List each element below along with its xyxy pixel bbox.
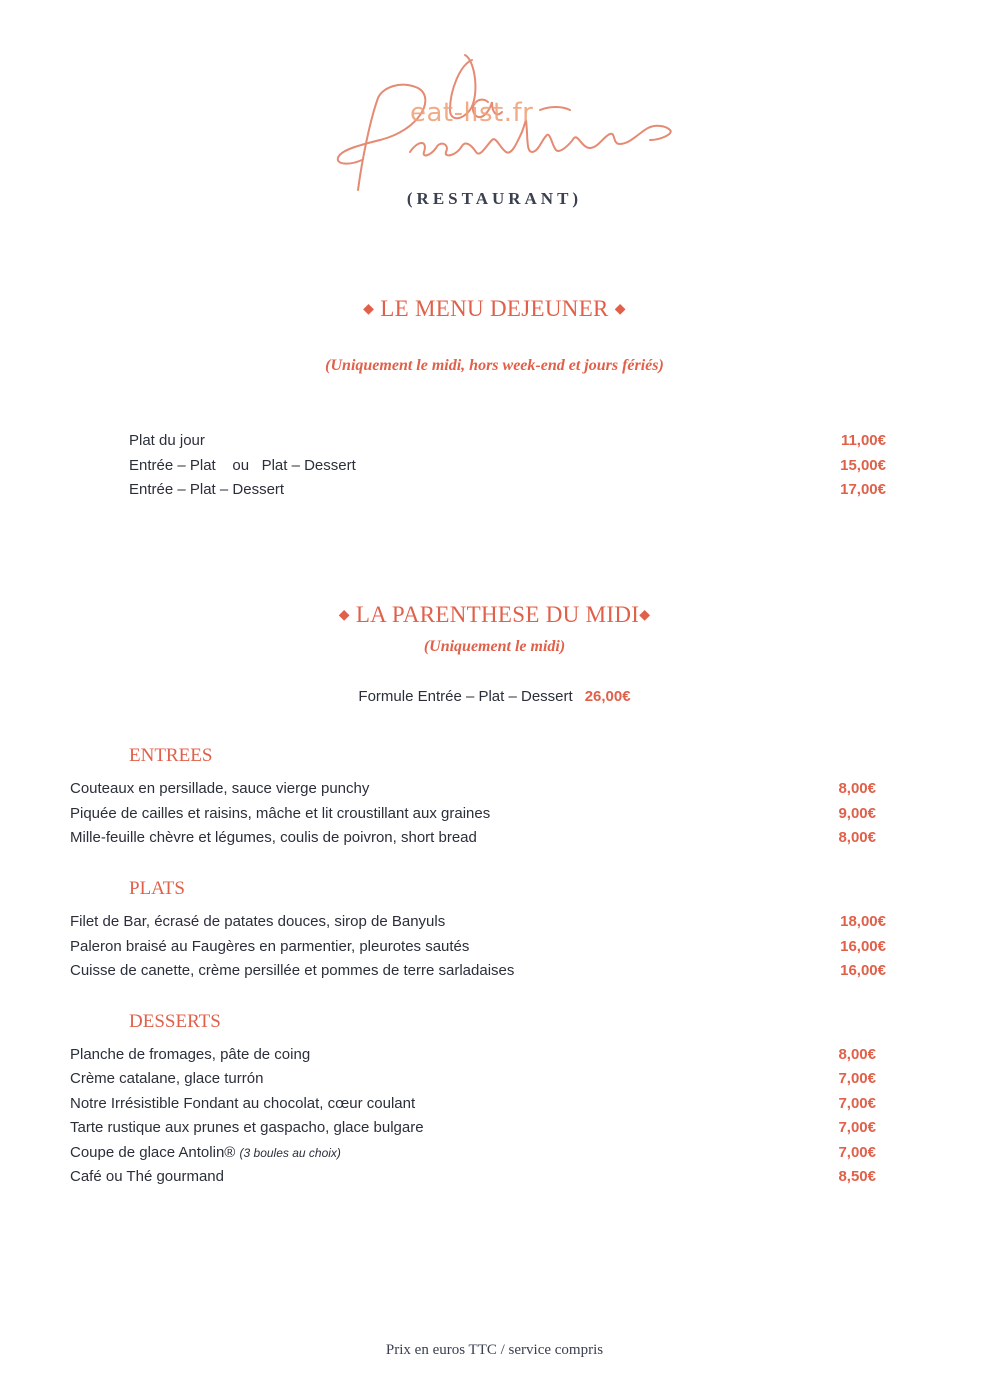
dish-label: Notre Irrésistible Fondant au chocolat, cœur coulant xyxy=(70,1095,416,1112)
dish-price: 7,00€ xyxy=(838,1095,876,1112)
dish-label: Crème catalane, glace turrón xyxy=(70,1070,264,1087)
section-note: (Uniquement le midi, hors week-end et jours fériés) xyxy=(325,357,664,374)
dish-price: 7,00€ xyxy=(838,1144,876,1161)
dish-label: Paleron braisé au Faugères en parmentier, pleurotes sautés xyxy=(70,938,470,955)
footer-note: Prix en euros TTC / service compris xyxy=(385,1342,604,1358)
dish-price: 8,00€ xyxy=(838,780,876,797)
menu-item-label: Plat du jour xyxy=(129,432,205,449)
dish-price: 16,00€ xyxy=(840,962,886,979)
dish-price: 8,50€ xyxy=(838,1168,876,1185)
formula-price: 26,00€ xyxy=(584,688,631,705)
dish-label: Coupe de glace Antolin® xyxy=(70,1144,236,1161)
category-title-plats: PLATS xyxy=(129,878,185,899)
diamond-icon: ◆ xyxy=(338,608,350,623)
restaurant-subtitle: (RESTAURANT) xyxy=(406,189,583,208)
dish-label: Planche de fromages, pâte de coing xyxy=(70,1046,311,1063)
dish-label: Tarte rustique aux prunes et gaspacho, glace bulgare xyxy=(70,1119,424,1136)
dish-label: Café ou Thé gourmand xyxy=(70,1168,224,1185)
dish-label: Piquée de cailles et raisins, mâche et lit croustillant aux graines xyxy=(70,805,491,822)
section-title-text: LA PARENTHESE DU MIDI xyxy=(355,602,640,627)
menu-item-price: 11,00€ xyxy=(840,432,886,449)
section-title-parenthese-midi xyxy=(0,602,989,628)
dish-price: 16,00€ xyxy=(840,938,886,955)
dish-label: Couteaux en persillade, sauce vierge punchy xyxy=(70,780,370,797)
dish-label: Cuisse de canette, crème persillée et pommes de terre sarladaises xyxy=(70,962,515,979)
diamond-icon: ◆ xyxy=(639,608,651,623)
diamond-icon: ◆ xyxy=(614,302,626,317)
dish-price: 7,00€ xyxy=(838,1119,876,1136)
section-note: (Uniquement le midi) xyxy=(423,638,566,655)
dish-label: Mille-feuille chèvre et légumes, coulis de poivron, short bread xyxy=(70,829,477,846)
menu-item-label: Entrée – Plat – Dessert xyxy=(129,481,285,498)
dish-label-with-note xyxy=(70,1144,341,1161)
menu-item-price: 17,00€ xyxy=(840,481,886,498)
dish-label: Filet de Bar, écrasé de patates douces, sirop de Banyuls xyxy=(70,913,446,930)
dish-price: 9,00€ xyxy=(838,805,876,822)
category-title-desserts: DESSERTS xyxy=(129,1011,221,1032)
section-title-text: LE MENU DEJEUNER xyxy=(380,296,609,321)
dish-price: 8,00€ xyxy=(838,1046,876,1063)
menu-item-label: Entrée – Plat ou Plat – Dessert xyxy=(129,457,356,474)
dish-note: (3 boules au choix) xyxy=(239,1146,341,1160)
formula-label: Formule Entrée – Plat – Dessert xyxy=(358,688,573,705)
category-title-entrees: ENTREES xyxy=(129,745,213,766)
diamond-icon: ◆ xyxy=(363,302,375,317)
menu-item-price: 15,00€ xyxy=(840,457,886,474)
dish-price: 7,00€ xyxy=(838,1070,876,1087)
dish-price: 18,00€ xyxy=(840,913,886,930)
formula-line xyxy=(0,688,989,705)
dish-price: 8,00€ xyxy=(838,829,876,846)
section-title-menu-dejeuner xyxy=(0,296,989,322)
watermark-text: eat-list.fr xyxy=(410,98,534,128)
